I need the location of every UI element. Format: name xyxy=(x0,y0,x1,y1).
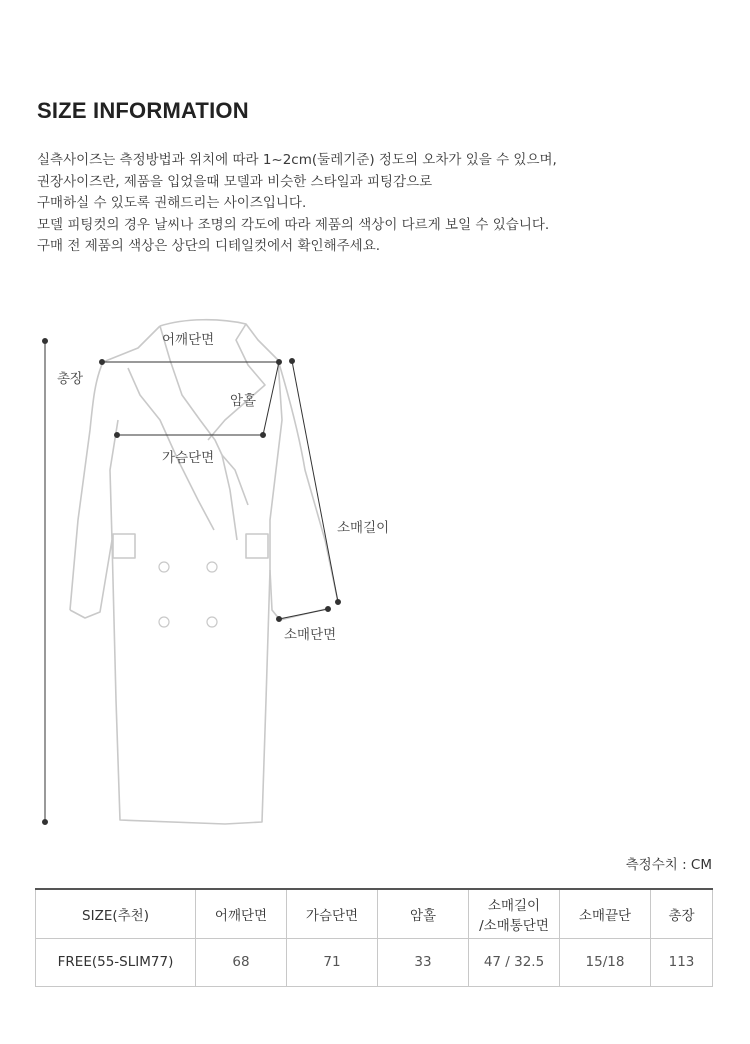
col-sleeve-line2: /소매통단면 xyxy=(479,917,549,934)
col-sleeve-line1: 소매길이 xyxy=(487,897,541,914)
cell-size: FREE(55-SLIM77) xyxy=(36,938,196,986)
note-line: 구매하실 수 있도록 권해드리는 사이즈입니다. xyxy=(37,195,307,211)
unit-note: 측정수치 : CM xyxy=(625,857,712,873)
col-sleeve xyxy=(469,889,560,938)
coat-buttons xyxy=(159,562,217,627)
cell-sleeve: 47 / 32.5 xyxy=(469,938,560,986)
note-line: 권장사이즈란, 제품을 입었을때 모델과 비슷한 스타일과 피팅감으로 xyxy=(37,173,433,190)
coat-measurement-diagram xyxy=(0,300,750,840)
note-line: 구매 전 제품의 색상은 상단의 디테일컷에서 확인해주세요. xyxy=(37,238,381,254)
measurement-lines xyxy=(43,339,341,825)
button-icon xyxy=(159,617,169,627)
label-sleeve-width: 소매단면 xyxy=(284,627,337,643)
button-icon xyxy=(207,562,217,572)
note-line: 모델 피팅컷의 경우 날씨나 조명의 각도에 따라 제품의 색상이 다르게 보일 수 있습니다. xyxy=(37,216,550,233)
button-icon xyxy=(207,617,217,627)
col-size: SIZE(추천) xyxy=(36,889,196,938)
cell-shoulder: 68 xyxy=(196,938,287,986)
label-sleeve-length: 소매길이 xyxy=(337,520,390,536)
page-title: SIZE INFORMATION xyxy=(37,98,249,123)
size-notes xyxy=(37,150,557,258)
col-shoulder: 어깨단면 xyxy=(196,889,287,938)
table-row xyxy=(36,938,713,986)
col-sleeve-end: 소매끝단 xyxy=(560,889,651,938)
cell-chest: 71 xyxy=(287,938,378,986)
col-chest: 가슴단면 xyxy=(287,889,378,938)
size-table xyxy=(35,888,713,987)
label-armhole: 암홀 xyxy=(230,393,257,409)
label-shoulder: 어깨단면 xyxy=(162,332,215,348)
table-header-row xyxy=(36,889,713,938)
col-armhole: 암홀 xyxy=(378,889,469,938)
cell-sleeve-end: 15/18 xyxy=(560,938,651,986)
col-length: 총장 xyxy=(651,889,713,938)
cell-length: 113 xyxy=(651,938,713,986)
label-total-length: 총장 xyxy=(57,371,84,387)
cell-armhole: 33 xyxy=(378,938,469,986)
label-chest: 가슴단면 xyxy=(162,450,215,466)
button-icon xyxy=(159,562,169,572)
note-line: 실측사이즈는 측정방법과 위치에 따라 1~2cm(둘레기준) 정도의 오차가 있을 수 있으며, xyxy=(37,152,557,168)
coat-outline xyxy=(70,320,338,824)
